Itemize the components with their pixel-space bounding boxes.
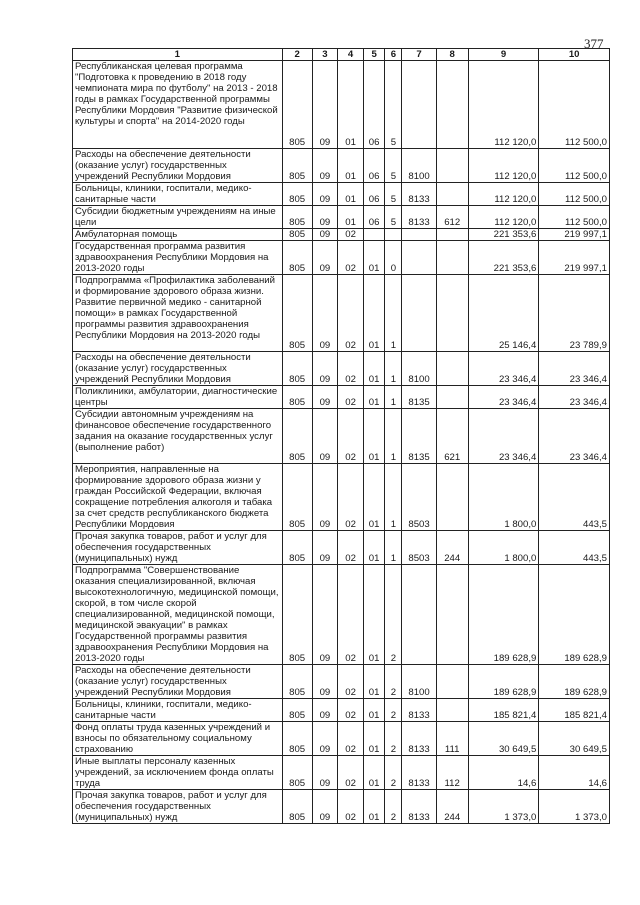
subsection-code: 02 xyxy=(338,464,364,531)
subsection-code: 02 xyxy=(338,241,364,275)
expense-item-code: 8133 xyxy=(402,183,436,206)
expense-item-code xyxy=(402,61,436,149)
amount-col10: 189 628,9 xyxy=(539,565,610,665)
expense-item-code xyxy=(402,229,436,241)
expense-item-code: 8133 xyxy=(402,790,436,824)
column-header-9: 9 xyxy=(468,49,539,61)
subsection-code: 01 xyxy=(338,149,364,183)
expense-item-code: 8100 xyxy=(402,149,436,183)
ministry-code: 805 xyxy=(282,61,312,149)
column-header-4: 4 xyxy=(338,49,364,61)
column-header-6: 6 xyxy=(385,49,402,61)
amount-col9: 189 628,9 xyxy=(468,565,539,665)
section-code: 09 xyxy=(312,699,338,722)
expense-item-code: 8100 xyxy=(402,352,436,386)
subsection-code: 02 xyxy=(338,352,364,386)
amount-col10: 14,6 xyxy=(539,756,610,790)
header-row xyxy=(73,49,610,61)
row-name: Расходы на обеспечение деятельности (оказание услуг) государственных учреждений Республики Мордовия xyxy=(73,352,283,386)
row-name: Больницы, клиники, госпитали, медико-санитарные части xyxy=(73,183,283,206)
subprogram-code: 2 xyxy=(385,665,402,699)
expense-type-code xyxy=(436,149,468,183)
table-row xyxy=(73,409,610,464)
section-code: 09 xyxy=(312,464,338,531)
subsection-code: 01 xyxy=(338,61,364,149)
expense-type-code: 244 xyxy=(436,790,468,824)
row-name: Прочая закупка товаров, работ и услуг для обеспечения государственных (муниципальных) нужд xyxy=(73,531,283,565)
subsection-code: 02 xyxy=(338,722,364,756)
ministry-code: 805 xyxy=(282,531,312,565)
column-header-2: 2 xyxy=(282,49,312,61)
subsection-code: 02 xyxy=(338,665,364,699)
amount-col10: 23 346,4 xyxy=(539,352,610,386)
table-row xyxy=(73,352,610,386)
row-name: Расходы на обеспечение деятельности (оказание услуг) государственных учреждений Республики Мордовия xyxy=(73,665,283,699)
table-row xyxy=(73,531,610,565)
row-name: Больницы, клиники, госпитали, медико-санитарные части xyxy=(73,699,283,722)
column-header-10: 10 xyxy=(539,49,610,61)
section-code: 09 xyxy=(312,386,338,409)
program-code: 01 xyxy=(363,386,384,409)
expense-item-code: 8503 xyxy=(402,531,436,565)
amount-col9: 189 628,9 xyxy=(468,665,539,699)
program-code: 01 xyxy=(363,241,384,275)
subsection-code: 02 xyxy=(338,790,364,824)
budget-table xyxy=(72,48,610,824)
ministry-code: 805 xyxy=(282,241,312,275)
section-code: 09 xyxy=(312,722,338,756)
amount-col9: 112 120,0 xyxy=(468,61,539,149)
row-name: Мероприятия, направленные на формирование здорового образа жизни у граждан Российской Федерации, включая сокращение потребления алкоголя и табака за счет средств республиканского бюджета Республики Мордовия xyxy=(73,464,283,531)
program-code: 01 xyxy=(363,699,384,722)
amount-col9: 1 373,0 xyxy=(468,790,539,824)
subprogram-code: 1 xyxy=(385,352,402,386)
expense-item-code: 8503 xyxy=(402,464,436,531)
row-name: Амбулаторная помощь xyxy=(73,229,283,241)
ministry-code: 805 xyxy=(282,699,312,722)
program-code: 01 xyxy=(363,531,384,565)
table-row xyxy=(73,61,610,149)
subprogram-code: 2 xyxy=(385,756,402,790)
ministry-code: 805 xyxy=(282,352,312,386)
column-header-1: 1 xyxy=(73,49,283,61)
amount-col9: 1 800,0 xyxy=(468,531,539,565)
amount-col10: 219 997,1 xyxy=(539,241,610,275)
program-code: 01 xyxy=(363,409,384,464)
section-code: 09 xyxy=(312,206,338,229)
amount-col9: 221 353,6 xyxy=(468,241,539,275)
amount-col9: 112 120,0 xyxy=(468,149,539,183)
expense-item-code: 8133 xyxy=(402,756,436,790)
subsection-code: 01 xyxy=(338,206,364,229)
table-row xyxy=(73,565,610,665)
amount-col10: 112 500,0 xyxy=(539,61,610,149)
table-row xyxy=(73,665,610,699)
table-row xyxy=(73,183,610,206)
amount-col10: 112 500,0 xyxy=(539,183,610,206)
section-code: 09 xyxy=(312,665,338,699)
ministry-code: 805 xyxy=(282,386,312,409)
program-code: 01 xyxy=(363,790,384,824)
subprogram-code: 2 xyxy=(385,722,402,756)
row-name: Иные выплаты персоналу казенных учреждений, за исключением фонда оплаты труда xyxy=(73,756,283,790)
program-code: 01 xyxy=(363,464,384,531)
expense-item-code: 8135 xyxy=(402,386,436,409)
subsection-code: 02 xyxy=(338,229,364,241)
expense-type-code xyxy=(436,61,468,149)
table-row xyxy=(73,241,610,275)
ministry-code: 805 xyxy=(282,464,312,531)
column-header-7: 7 xyxy=(402,49,436,61)
subsection-code: 02 xyxy=(338,275,364,352)
amount-col9: 14,6 xyxy=(468,756,539,790)
section-code: 09 xyxy=(312,531,338,565)
table-row xyxy=(73,386,610,409)
expense-type-code xyxy=(436,275,468,352)
amount-col10: 189 628,9 xyxy=(539,665,610,699)
subsection-code: 01 xyxy=(338,183,364,206)
amount-col9: 23 346,4 xyxy=(468,386,539,409)
expense-type-code: 244 xyxy=(436,531,468,565)
row-name: Государственная программа развития здравоохранения Республики Мордовия на 2013-2020 годы xyxy=(73,241,283,275)
section-code: 09 xyxy=(312,352,338,386)
table-row xyxy=(73,275,610,352)
row-name: Подпрограмма "Совершенствование оказания специализированной, включая высокотехнологичную, медицинской помощи, скорой, в том числе скорой специализированной, медицинской помощи, медицинской эвакуации" в рамках Государственной программы развития здравоохранения Республики Мордовия на 2013-2020 годы xyxy=(73,565,283,665)
column-header-3: 3 xyxy=(312,49,338,61)
row-name: Субсидии бюджетным учреждениям на иные цели xyxy=(73,206,283,229)
subsection-code: 02 xyxy=(338,386,364,409)
ministry-code: 805 xyxy=(282,409,312,464)
amount-col9: 112 120,0 xyxy=(468,206,539,229)
row-name: Подпрограмма «Профилактика заболеваний и формирование здорового образа жизни. Развитие первичной медико - санитарной помощи» в рамках Государственной программы развития здравоохранения Республики Мордовия на 2013-2020 годы xyxy=(73,275,283,352)
column-header-8: 8 xyxy=(436,49,468,61)
section-code: 09 xyxy=(312,241,338,275)
section-code: 09 xyxy=(312,565,338,665)
ministry-code: 805 xyxy=(282,722,312,756)
table-row xyxy=(73,790,610,824)
program-code: 06 xyxy=(363,206,384,229)
expense-type-code: 111 xyxy=(436,722,468,756)
subprogram-code: 1 xyxy=(385,464,402,531)
subprogram-code: 5 xyxy=(385,206,402,229)
expense-type-code xyxy=(436,229,468,241)
expense-type-code xyxy=(436,565,468,665)
amount-col10: 219 997,1 xyxy=(539,229,610,241)
amount-col10: 30 649,5 xyxy=(539,722,610,756)
expense-item-code xyxy=(402,565,436,665)
expense-type-code: 612 xyxy=(436,206,468,229)
subsection-code: 02 xyxy=(338,531,364,565)
section-code: 09 xyxy=(312,183,338,206)
section-code: 09 xyxy=(312,756,338,790)
subprogram-code xyxy=(385,229,402,241)
section-code: 09 xyxy=(312,275,338,352)
ministry-code: 805 xyxy=(282,275,312,352)
amount-col9: 1 800,0 xyxy=(468,464,539,531)
ministry-code: 805 xyxy=(282,565,312,665)
table-row xyxy=(73,464,610,531)
expense-type-code xyxy=(436,352,468,386)
amount-col9: 25 146,4 xyxy=(468,275,539,352)
expense-type-code: 621 xyxy=(436,409,468,464)
expense-type-code xyxy=(436,665,468,699)
amount-col10: 443,5 xyxy=(539,464,610,531)
subprogram-code: 2 xyxy=(385,699,402,722)
subsection-code: 02 xyxy=(338,409,364,464)
ministry-code: 805 xyxy=(282,206,312,229)
expense-item-code xyxy=(402,241,436,275)
amount-col10: 185 821,4 xyxy=(539,699,610,722)
amount-col9: 221 353,6 xyxy=(468,229,539,241)
ministry-code: 805 xyxy=(282,665,312,699)
subprogram-code: 1 xyxy=(385,275,402,352)
expense-item-code: 8100 xyxy=(402,665,436,699)
program-code: 06 xyxy=(363,183,384,206)
program-code: 01 xyxy=(363,352,384,386)
subprogram-code: 5 xyxy=(385,183,402,206)
ministry-code: 805 xyxy=(282,183,312,206)
expense-type-code xyxy=(436,699,468,722)
expense-item-code: 8135 xyxy=(402,409,436,464)
subprogram-code: 1 xyxy=(385,386,402,409)
page-number: 377 xyxy=(584,36,604,51)
ministry-code: 805 xyxy=(282,229,312,241)
subprogram-code: 2 xyxy=(385,790,402,824)
program-code: 06 xyxy=(363,149,384,183)
expense-type-code xyxy=(436,241,468,275)
expense-type-code xyxy=(436,386,468,409)
section-code: 09 xyxy=(312,790,338,824)
subprogram-code: 2 xyxy=(385,565,402,665)
table-body xyxy=(73,61,610,824)
subprogram-code: 5 xyxy=(385,149,402,183)
program-code xyxy=(363,229,384,241)
amount-col9: 185 821,4 xyxy=(468,699,539,722)
ministry-code: 805 xyxy=(282,790,312,824)
expense-type-code xyxy=(436,183,468,206)
amount-col10: 23 789,9 xyxy=(539,275,610,352)
row-name: Поликлиники, амбулатории, диагностические центры xyxy=(73,386,283,409)
table-row xyxy=(73,206,610,229)
amount-col9: 23 346,4 xyxy=(468,352,539,386)
table-row xyxy=(73,699,610,722)
program-code: 01 xyxy=(363,722,384,756)
subsection-code: 02 xyxy=(338,756,364,790)
section-code: 09 xyxy=(312,61,338,149)
expense-item-code: 8133 xyxy=(402,699,436,722)
table-row xyxy=(73,149,610,183)
expense-item-code: 8133 xyxy=(402,206,436,229)
expense-type-code xyxy=(436,464,468,531)
subprogram-code: 1 xyxy=(385,531,402,565)
column-header-5: 5 xyxy=(363,49,384,61)
subprogram-code: 0 xyxy=(385,241,402,275)
subsection-code: 02 xyxy=(338,565,364,665)
section-code: 09 xyxy=(312,409,338,464)
amount-col10: 443,5 xyxy=(539,531,610,565)
amount-col9: 23 346,4 xyxy=(468,409,539,464)
amount-col10: 112 500,0 xyxy=(539,206,610,229)
program-code: 06 xyxy=(363,61,384,149)
subsection-code: 02 xyxy=(338,699,364,722)
amount-col10: 1 373,0 xyxy=(539,790,610,824)
section-code: 09 xyxy=(312,229,338,241)
subprogram-code: 1 xyxy=(385,409,402,464)
subprogram-code: 5 xyxy=(385,61,402,149)
row-name: Фонд оплаты труда казенных учреждений и взносы по обязательному социальному страхованию xyxy=(73,722,283,756)
row-name: Субсидии автономным учреждениям на финансовое обеспечение государственного задания на оказание государственных услуг (выполнение работ) xyxy=(73,409,283,464)
table-row xyxy=(73,756,610,790)
table-row xyxy=(73,722,610,756)
expense-type-code: 112 xyxy=(436,756,468,790)
ministry-code: 805 xyxy=(282,756,312,790)
amount-col10: 23 346,4 xyxy=(539,409,610,464)
amount-col10: 23 346,4 xyxy=(539,386,610,409)
row-name: Расходы на обеспечение деятельности (оказание услуг) государственных учреждений Республики Мордовия xyxy=(73,149,283,183)
section-code: 09 xyxy=(312,149,338,183)
amount-col9: 30 649,5 xyxy=(468,722,539,756)
row-name: Республиканская целевая программа "Подготовка к проведению в 2018 году чемпионата мира по футболу" на 2013 - 2018 годы в рамках Государственной программы Республики Мордовия "Развитие физической культуры и спорта" на 2014-2020 годы xyxy=(73,61,283,149)
amount-col9: 112 120,0 xyxy=(468,183,539,206)
row-name: Прочая закупка товаров, работ и услуг для обеспечения государственных (муниципальных) нужд xyxy=(73,790,283,824)
ministry-code: 805 xyxy=(282,149,312,183)
program-code: 01 xyxy=(363,275,384,352)
program-code: 01 xyxy=(363,565,384,665)
program-code: 01 xyxy=(363,756,384,790)
table-row xyxy=(73,229,610,241)
expense-item-code xyxy=(402,275,436,352)
expense-item-code: 8133 xyxy=(402,722,436,756)
program-code: 01 xyxy=(363,665,384,699)
amount-col10: 112 500,0 xyxy=(539,149,610,183)
